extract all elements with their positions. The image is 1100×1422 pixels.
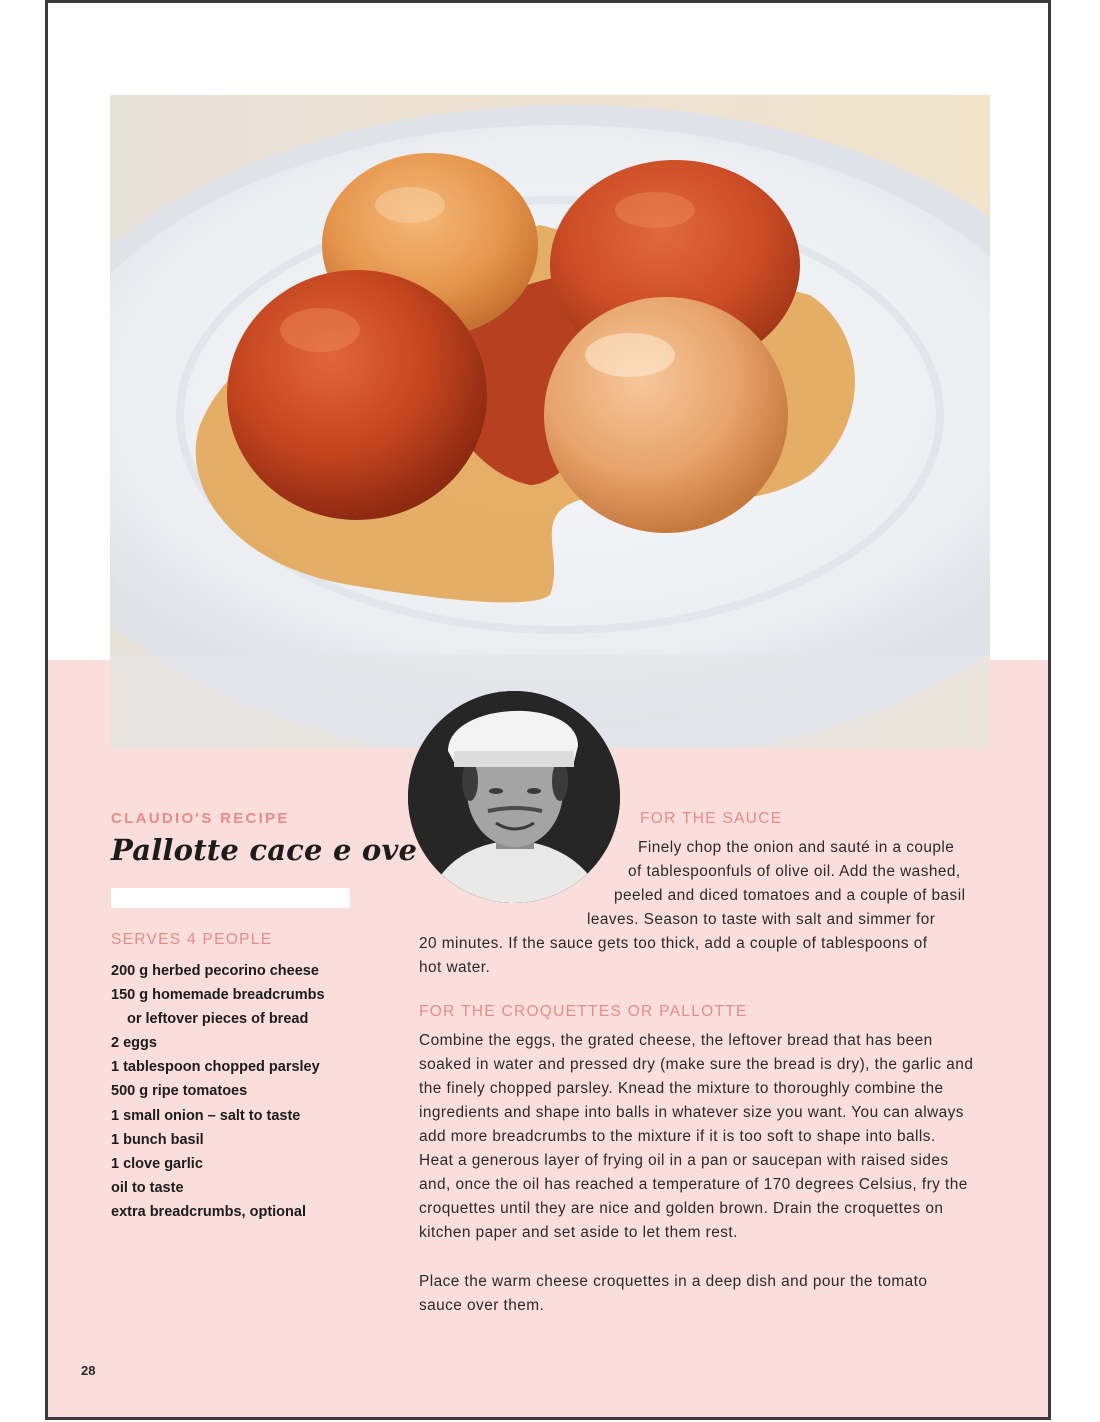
ingredient-item: 1 tablespoon chopped parsley	[111, 1059, 320, 1076]
croquettes-text-line: add more breadcrumbs to the mixture if it is too soft to shape into balls.	[419, 1128, 936, 1145]
sauce-text-line: Finely chop the onion and sauté in a couple	[638, 839, 955, 856]
ingredient-item: 1 clove garlic	[111, 1155, 203, 1172]
croquettes-text-line: Combine the eggs, the grated cheese, the leftover bread that has been	[419, 1032, 933, 1049]
croquettes-heading: FOR THE CROQUETTES OR PALLOTTE	[419, 1003, 748, 1020]
croquettes-text-line: croquettes until they are nice and golden brown. Drain the croquettes on	[419, 1200, 944, 1217]
ingredient-item: 1 small onion – salt to taste	[111, 1107, 301, 1124]
sauce-text-line: 20 minutes. If the sauce gets too thick, add a couple of tablespoons of	[419, 935, 928, 952]
recipe-title: Pallotte cace e ove	[111, 833, 418, 867]
recipe-kicker: CLAUDIO'S RECIPE	[111, 810, 290, 827]
serving-text-line: Place the warm cheese croquettes in a deep dish and pour the tomato	[419, 1273, 928, 1290]
ingredient-item: 2 eggs	[111, 1035, 157, 1052]
serving-text-line: sauce over them.	[419, 1297, 545, 1314]
ingredient-item: 150 g homemade breadcrumbs	[111, 987, 325, 1004]
dish-photo	[110, 95, 990, 748]
sauce-text-line: peeled and diced tomatoes and a couple of basil	[614, 887, 966, 904]
chef-portrait	[408, 691, 620, 903]
ingredients-list	[111, 959, 325, 1224]
croquettes-text-line: soaked in water and pressed dry (make sure the bread is dry), the garlic and	[419, 1056, 974, 1073]
page-number: 28	[81, 1363, 96, 1378]
ingredient-item: oil to taste	[111, 1179, 184, 1196]
sauce-text-line: hot water.	[419, 959, 491, 976]
ingredient-item: 500 g ripe tomatoes	[111, 1083, 248, 1100]
sauce-text-line: of tablespoonfuls of olive oil. Add the washed,	[628, 863, 961, 880]
ingredient-item: or leftover pieces of bread	[127, 1011, 309, 1028]
croquettes-text-line: the finely chopped parsley. Knead the mixture to thoroughly combine the	[419, 1080, 944, 1097]
croquettes-text-line: kitchen paper and set aside to let them rest.	[419, 1224, 738, 1241]
croquettes-text-line: and, once the oil has reached a temperature of 170 degrees Celsius, fry the	[419, 1176, 968, 1193]
croquettes-text-line: ingredients and shape into balls in whatever size you want. You can always	[419, 1104, 964, 1121]
croquettes-text-line: Heat a generous layer of frying oil in a pan or saucepan with raised sides	[419, 1152, 949, 1169]
ingredient-item: extra breadcrumbs, optional	[111, 1203, 306, 1220]
sauce-text-line: leaves. Season to taste with salt and simmer for	[587, 911, 936, 928]
serves-heading: SERVES 4 PEOPLE	[111, 931, 273, 948]
sauce-heading: FOR THE SAUCE	[640, 810, 783, 827]
ingredient-item: 200 g herbed pecorino cheese	[111, 963, 319, 979]
title-underline-bar	[111, 888, 350, 908]
page	[45, 0, 1051, 1420]
ingredient-item: 1 bunch basil	[111, 1131, 204, 1148]
